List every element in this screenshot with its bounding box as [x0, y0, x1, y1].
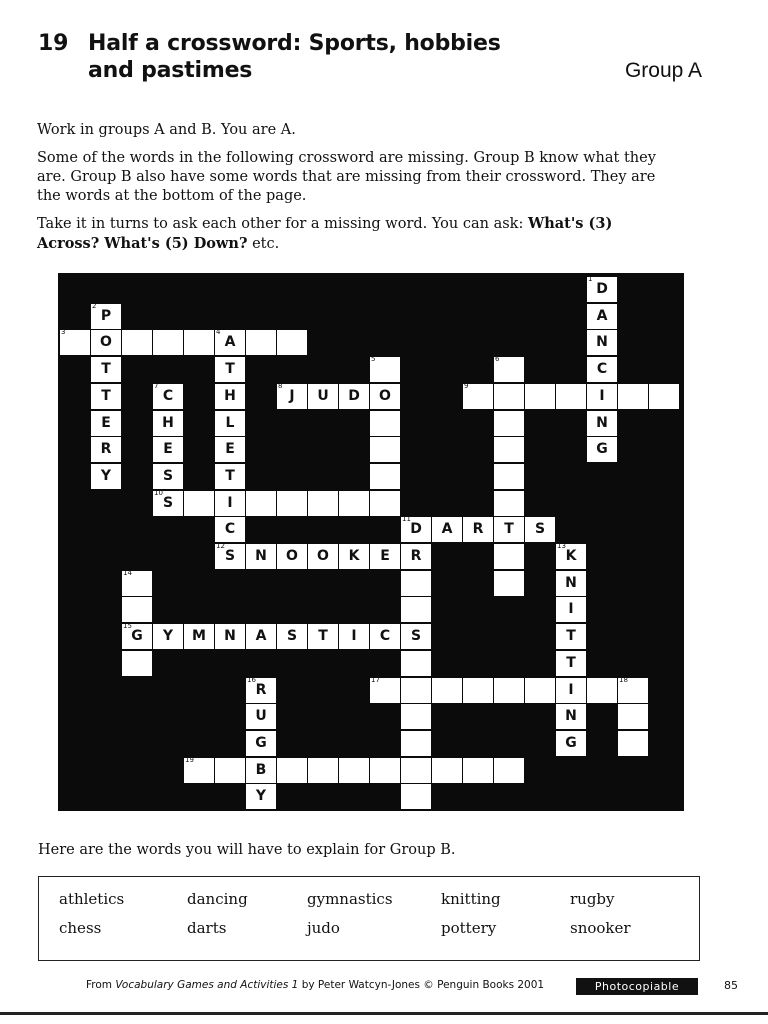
cell-letter: D [596, 281, 608, 297]
crossword-cell [308, 758, 338, 783]
crossword-cell [525, 384, 555, 409]
crossword-cell [556, 597, 586, 622]
cell-letter: P [100, 307, 112, 324]
crossword-cell [463, 517, 493, 542]
crossword-cell [153, 437, 183, 462]
crossword-cell [401, 571, 431, 596]
cell-letter: T [566, 628, 576, 645]
crossword-cell [246, 758, 276, 783]
clue-number: 3 [61, 328, 66, 337]
crossword-cell [401, 544, 431, 569]
crossword-cell [246, 704, 276, 729]
explain-word: snooker [570, 919, 631, 937]
cell-letter: R [255, 681, 267, 698]
crossword-cell [587, 384, 617, 409]
words-heading: Here are the words you will have to explain for Group B. [38, 842, 456, 858]
group-label: Group A [624, 59, 702, 82]
crossword-cell [153, 381, 183, 409]
footer-suffix: by Peter Watcyn-Jones © Penguin Books 2001 [298, 979, 545, 991]
cell-letter: H [224, 387, 236, 404]
title-line-1: Half a crossword: Sports, hobbies [88, 31, 501, 56]
crossword-cell [122, 624, 152, 649]
crossword-cell [370, 464, 400, 489]
crossword-cell [525, 678, 555, 703]
explain-word: gymnastics [307, 890, 393, 908]
crossword-cell [339, 491, 369, 516]
cell-letter: S [162, 467, 174, 484]
crossword-cell [370, 411, 400, 436]
cell-letter: T [566, 654, 576, 671]
crossword-cell [308, 544, 338, 569]
crossword-cell [494, 411, 524, 436]
crossword-cell [401, 731, 431, 756]
crossword-cell [308, 624, 338, 649]
crossword-cell [370, 437, 400, 462]
cell-letter: T [225, 467, 235, 484]
crossword-cell [370, 544, 400, 569]
crossword-cell [618, 384, 648, 409]
crossword-cell [556, 678, 586, 703]
cell-letter: C [379, 628, 391, 645]
cell-letter: R [410, 548, 422, 564]
crossword-cell [215, 758, 245, 783]
cell-letter: G [565, 734, 577, 751]
page-title [38, 30, 598, 84]
crossword-cell [91, 384, 121, 409]
crossword-cell [401, 678, 431, 703]
cell-letter: S [410, 628, 422, 645]
cell-letter: T [318, 628, 328, 645]
cell-letter: R [100, 441, 112, 458]
explain-word: knitting [441, 890, 501, 908]
crossword-cell [339, 758, 369, 783]
crossword-cell [556, 704, 586, 729]
crossword-cell [401, 624, 431, 649]
crossword-cell [153, 330, 183, 355]
crossword-cell [153, 488, 183, 516]
cell-letter: T [504, 521, 514, 538]
crossword-cell [215, 544, 245, 569]
crossword-cell [401, 517, 431, 542]
crossword-cell [277, 381, 307, 409]
crossword-cell [556, 384, 586, 409]
crossword-cell [494, 517, 524, 542]
crossword-cell [587, 357, 617, 382]
explain-word: rugby [570, 890, 615, 908]
cell-letter: G [131, 628, 143, 645]
cell-letter: A [441, 521, 453, 538]
crossword-cell [494, 357, 524, 382]
crossword-cell [556, 651, 586, 676]
crossword-cell [587, 411, 617, 436]
crossword-cell [184, 624, 214, 649]
cell-letter: I [599, 387, 605, 404]
title-line-2: and pastimes [88, 58, 253, 83]
crossword-cell [122, 597, 152, 622]
explain-word: chess [59, 919, 102, 937]
crossword-cell [122, 330, 152, 355]
cell-letter: J [289, 387, 295, 404]
clue-number: 8 [278, 381, 283, 390]
crossword-cell [432, 517, 462, 542]
footer-book-title: Vocabulary Games and Activities 1 [115, 979, 299, 991]
crossword-cell [339, 624, 369, 649]
crossword-cell [432, 678, 462, 703]
cell-letter: N [255, 548, 267, 564]
crossword-cell [215, 330, 245, 355]
crossword-cell [463, 758, 493, 783]
cell-letter: D [348, 387, 360, 404]
crossword-cell [432, 758, 462, 783]
crossword-cell [184, 491, 214, 516]
crossword-cell [153, 464, 183, 489]
crossword-cell [494, 678, 524, 703]
cell-letter: N [596, 334, 608, 351]
clue-number: 11 [402, 515, 411, 524]
explain-word: athletics [59, 890, 125, 908]
cell-letter: E [163, 441, 173, 458]
cell-letter: S [162, 494, 174, 511]
crossword-cell [91, 437, 121, 462]
crossword-cell [556, 544, 586, 569]
instruction-3-end: etc. [247, 236, 280, 252]
crossword-cell [587, 678, 617, 703]
clue-number: 18 [619, 675, 628, 684]
bottom-rule [0, 1012, 768, 1015]
clue-number: 14 [123, 568, 132, 577]
instruction-3 [37, 214, 677, 254]
crossword-cell [494, 544, 524, 569]
clue-number: 13 [557, 542, 566, 550]
crossword-cell [370, 384, 400, 409]
clue-number: 7 [154, 381, 159, 390]
crossword-cell [246, 784, 276, 809]
cell-letter: C [596, 361, 608, 378]
cell-letter: C [224, 521, 236, 538]
crossword-cell [91, 357, 121, 382]
cell-letter: B [255, 761, 267, 778]
crossword-cell [122, 568, 152, 596]
crossword-cell [308, 384, 338, 409]
cell-letter: G [255, 734, 267, 751]
crossword-cell [525, 517, 555, 542]
crossword-cell [494, 464, 524, 489]
cell-letter: A [596, 307, 608, 324]
crossword-cell [370, 491, 400, 516]
cell-letter: T [101, 387, 111, 404]
cell-letter: S [534, 521, 546, 538]
cell-letter: Y [100, 467, 112, 484]
crossword-cell [215, 411, 245, 436]
crossword-cell [618, 731, 648, 756]
crossword-cell [246, 624, 276, 649]
clue-number: 19 [185, 755, 194, 764]
crossword-cell [277, 491, 307, 516]
word-list-box [38, 876, 700, 961]
cell-letter: I [568, 681, 574, 698]
crossword-cell [153, 411, 183, 436]
crossword-cell [215, 491, 245, 516]
page-number: 85 [724, 979, 738, 992]
explain-word: judo [307, 919, 340, 937]
crossword-cell [494, 437, 524, 462]
cell-letter: C [162, 387, 174, 404]
crossword-cell [618, 675, 648, 703]
crossword-cell [91, 411, 121, 436]
crossword-cell [339, 544, 369, 569]
cell-letter: O [379, 387, 391, 404]
cell-letter: E [101, 414, 111, 431]
explain-word: dancing [187, 890, 248, 908]
crossword-cell [494, 571, 524, 596]
crossword-cell [277, 330, 307, 355]
cell-letter: E [225, 441, 235, 458]
cell-letter: U [255, 708, 267, 725]
instruction-1: Work in groups A and B. You are A. [37, 122, 296, 138]
cell-letter: K [348, 548, 360, 564]
photocopiable-badge: Photocopiable [576, 978, 698, 995]
cell-letter: K [565, 548, 577, 564]
cell-letter: O [317, 548, 329, 564]
explain-word: darts [187, 919, 227, 937]
crossword-cell [91, 464, 121, 489]
cell-letter: E [380, 548, 390, 564]
cell-letter: Y [162, 628, 174, 645]
crossword-cell [215, 437, 245, 462]
cell-letter: I [568, 601, 574, 618]
cell-letter: U [317, 387, 329, 404]
crossword-cell [401, 651, 431, 676]
explain-word: pottery [441, 919, 497, 937]
crossword-cell [370, 624, 400, 649]
crossword-cell [91, 301, 121, 329]
crossword-cell [184, 755, 214, 783]
crossword-cell [246, 675, 276, 703]
cell-letter: S [286, 628, 298, 645]
cell-letter: D [410, 521, 422, 538]
crossword-cell [587, 277, 617, 302]
crossword-cell [494, 384, 524, 409]
crossword-cell [246, 544, 276, 569]
crossword-cell [339, 384, 369, 409]
crossword-cell [618, 704, 648, 729]
cell-letter: G [596, 441, 608, 458]
crossword-cell [556, 731, 586, 756]
clue-number: 10 [154, 488, 163, 497]
clue-number: 12 [216, 542, 225, 550]
crossword-cell [91, 330, 121, 355]
clue-number: 1 [588, 275, 593, 283]
crossword-cell [246, 491, 276, 516]
instruction-3-bold: What's (3) Across? What's (5) Down? [37, 215, 613, 252]
crossword-cell [401, 784, 431, 809]
crossword-cell [587, 437, 617, 462]
crossword-cell [246, 330, 276, 355]
crossword-cell [463, 678, 493, 703]
clue-number: 2 [92, 301, 97, 310]
crossword-cell [153, 624, 183, 649]
footer-prefix: From [86, 979, 116, 991]
activity-number: 19 [38, 31, 69, 56]
crossword-cell [401, 758, 431, 783]
clue-number: 9 [464, 381, 469, 390]
cell-letter: Y [255, 788, 267, 805]
crossword-cell [246, 731, 276, 756]
crossword-cell [215, 464, 245, 489]
crossword-cell [122, 651, 152, 676]
clue-number: 15 [123, 622, 132, 631]
cell-letter: N [565, 574, 577, 591]
cell-letter: T [225, 361, 235, 378]
crossword-cell [587, 304, 617, 329]
cell-letter: I [227, 494, 233, 511]
cell-letter: O [100, 334, 112, 351]
crossword-cell [556, 624, 586, 649]
crossword-cell [494, 491, 524, 516]
cell-letter: O [286, 548, 298, 564]
cell-letter: T [101, 361, 111, 378]
cell-letter: M [192, 628, 206, 645]
cell-letter: H [162, 414, 174, 431]
clue-number: 17 [371, 675, 380, 684]
cell-letter: R [472, 521, 484, 538]
clue-number: 4 [216, 328, 221, 337]
crossword-cell [215, 384, 245, 409]
cell-letter: A [255, 628, 267, 645]
crossword-cell [370, 357, 400, 382]
footer-credit [86, 979, 544, 991]
cell-letter: N [596, 414, 608, 431]
cell-letter: S [224, 548, 236, 564]
cell-letter: I [351, 628, 357, 645]
instruction-2: Some of the words in the following crossword are missing. Group B know what they are. Group B also have some words that are missing from their crossword. They are the words at the bottom of the page. [37, 150, 656, 204]
cell-letter: A [224, 334, 236, 351]
crossword-cell [215, 517, 245, 542]
crossword-cell [587, 330, 617, 355]
cell-letter: N [224, 628, 236, 645]
crossword-cell [556, 571, 586, 596]
instruction-3-text: Take it in turns to ask each other for a missing word. You can ask: [37, 216, 528, 232]
clue-number: 16 [247, 675, 256, 684]
crossword-grid [58, 273, 684, 811]
crossword-cell [215, 357, 245, 382]
crossword-cell [649, 384, 679, 409]
clue-number: 6 [495, 355, 500, 364]
cell-letter: L [225, 414, 235, 431]
crossword-cell [277, 758, 307, 783]
crossword-cell [184, 330, 214, 355]
crossword-cell [401, 597, 431, 622]
crossword-cell [277, 544, 307, 569]
crossword-cell [215, 624, 245, 649]
crossword-cell [370, 758, 400, 783]
cell-letter: N [565, 708, 577, 725]
crossword-cell [463, 381, 493, 409]
crossword-cell [370, 675, 400, 703]
crossword-cell [401, 704, 431, 729]
crossword-cell [308, 491, 338, 516]
clue-number: 5 [371, 355, 376, 364]
crossword-cell [277, 624, 307, 649]
crossword-cell [60, 330, 90, 355]
crossword-cell [494, 758, 524, 783]
